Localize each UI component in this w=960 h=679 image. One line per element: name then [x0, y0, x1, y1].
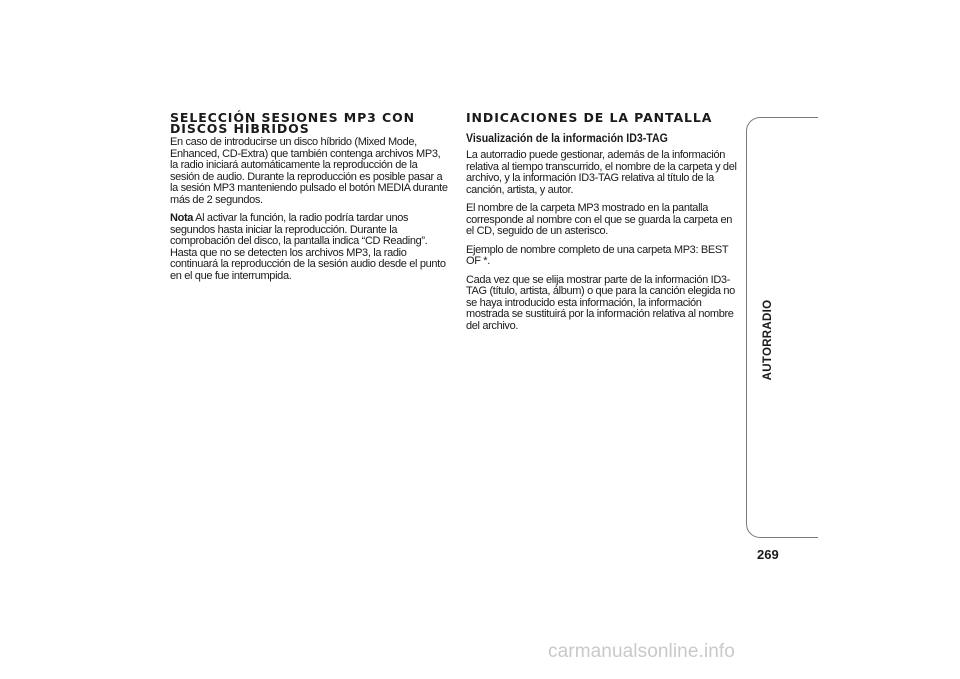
note-paragraph — [170, 213, 448, 282]
section-heading-display: INDICACIONES DE LA PANTALLA — [466, 110, 713, 125]
watermark: carmanualsonline.info — [548, 641, 735, 662]
section-heading-mp3-sessions: SELECCIÓN SESIONES MP3 CON DISCOS HÍBRIDOS — [170, 110, 415, 136]
paragraph-filename-substitution: Cada vez que se elija mostrar parte de la información ID3-TAG (título, artista, álbum) o que para la canción elegida no se haya introducido esta información, la información mostrada se sustituirá por la información relativa al nombre del archivo. — [466, 273, 735, 332]
section-tab-frame — [746, 117, 818, 538]
paragraph-folder-example: Ejemplo de nombre completo de una carpeta MP3: BEST OF *. — [466, 243, 728, 267]
note-text: Al activar la función, la radio podría tardar unos segundos hasta iniciar la reproducción. Durante la comprobación del disco, la pantalla indica “CD Reading”. Hasta que no se detecten los archivos MP3, la radio continuará la reproducción de la sesión audio desde el punto en el que fue interrumpida. — [170, 212, 446, 282]
page-number: 269 — [757, 547, 779, 562]
subheading-id3-tag: Visualización de la información ID3-TAG — [466, 133, 668, 145]
left-column — [170, 112, 448, 289]
right-column — [466, 112, 742, 339]
note-label: Nota — [170, 212, 194, 224]
paragraph-folder-name: El nombre de la carpeta MP3 mostrado en la pantalla corresponde al nombre con el que se guarda la carpeta en el CD, seguido de un asterisco. — [466, 202, 732, 237]
section-tab-text: AUTORRADIO — [762, 299, 774, 381]
paragraph-id3-info: La autorradio puede gestionar, además de la información relativa al tiempo transcurrido, el nombre de la carpeta y del archivo, y la información ID3-TAG relativa al título de la canción, artista, y autor. — [466, 149, 737, 196]
paragraph-hybrid-discs: En caso de introducirse un disco híbrido (Mixed Mode, Enhanced, CD-Extra) que también contenga archivos MP3, la radio iniciará automáticamente la reproducción de la sesión de audio. Durante la reproducción es posible pasar a la sesión MP3 manteniendo pulsado el botón MEDIA durante más de 2 segundos. — [170, 136, 448, 206]
